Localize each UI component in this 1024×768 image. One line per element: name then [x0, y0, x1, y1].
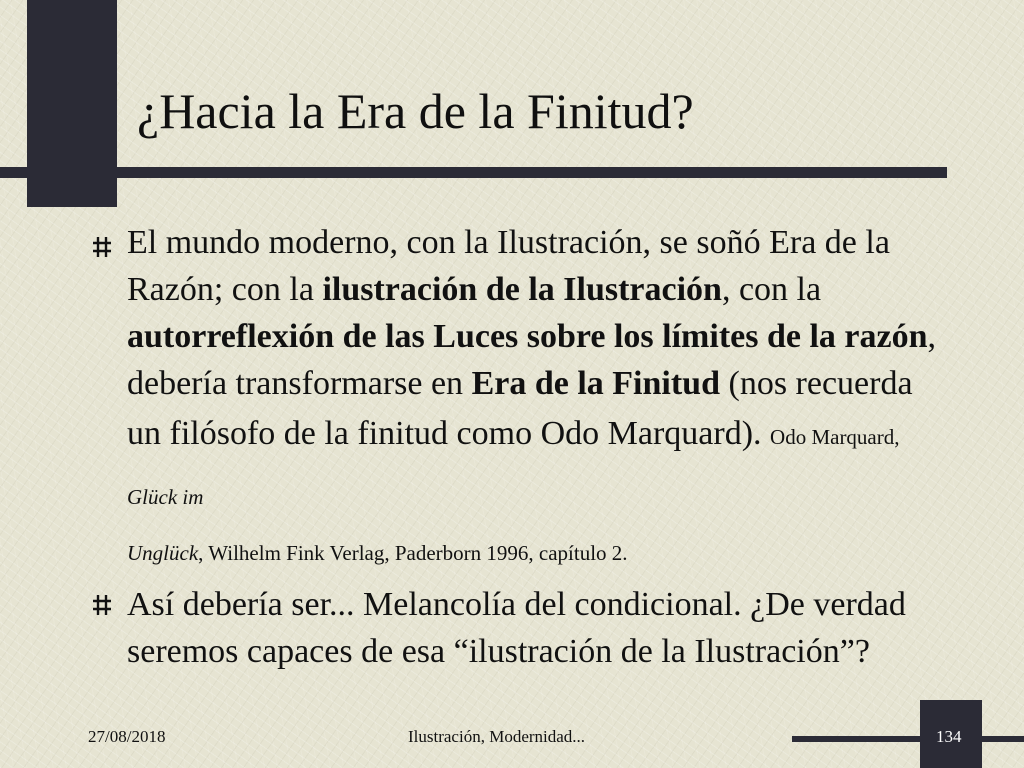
citation-title-part-2: Unglück [127, 541, 199, 565]
title-divider-bar [0, 167, 947, 178]
bullet-1-text-b: , con la [721, 271, 822, 308]
footer-date: 27/08/2018 [88, 727, 166, 746]
bullet-2: Así debería ser... Melancolía del condicional. ¿De verdad seremos capaces de esa “ilustración de la Ilustración”? [127, 586, 906, 670]
bullet-1-bold-c: Era de la Finitud [471, 365, 720, 402]
bullet-1-text-d: (nos recuerda un filósofo de la finitud como Odo Marquard). [127, 365, 913, 452]
slide-title: ¿Hacia la Era de la Finitud? [137, 83, 694, 139]
hash-bullet-icon [92, 594, 112, 616]
citation-line-2 [127, 525, 937, 581]
citation-title-part-1: Glück im [127, 485, 204, 509]
page-number: 134 [936, 727, 962, 746]
citation-publisher: , Wilhelm Fink Verlag, Paderborn 1996, capítulo 2. [198, 541, 628, 565]
bullet-1-bold-a: ilustración de la Ilustración [322, 271, 722, 308]
hash-bullet-icon [92, 236, 112, 258]
bullet-1-text-c: , debería transformarse en [127, 318, 937, 402]
footer-divider [792, 736, 1024, 742]
footer-title: Ilustración, Modernidad... [408, 727, 586, 746]
bullet-1 [127, 219, 937, 581]
bullet-1-bold-b: autorreflexión de las Luces sobre los límites de la razón [127, 318, 928, 355]
citation-author: Odo Marquard, Glück im [127, 425, 900, 509]
bullet-1-text-a: El mundo moderno, con la Ilustración, se soñó Era de la Razón; con la [127, 224, 890, 308]
